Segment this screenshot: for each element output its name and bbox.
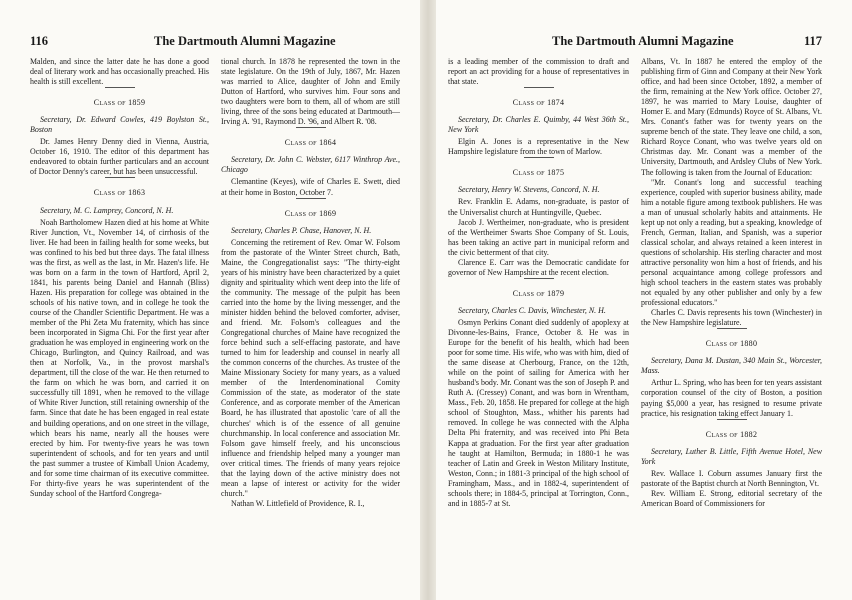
paragraph: tional church. In 1878 he represented the town in the state legislature. On the 19th of July, 1867, Mr. Hazen was married to Alice, daughter of John and Emily Dutton of Hartford, who survives him. Four sons and two daughters were born to them, all of whom are still living, three of the sons being educated at Dartmouth—Irving A. '91, Raymond D. '96, and Albert R. '08.	[221, 57, 400, 127]
paragraph: Albans, Vt. In 1887 he entered the employ of the publishing firm of Ginn and Company at their New York office, and had been since October, 1892, a member of the firm, remaining at the New York office. October 27, 1897, he was married to Mary Louise, daughter of Homer E. and Mary (Edmunds) Royce of St. Albans, Vt. Mrs. Conant's father was for twenty years on the supreme bench of the state. They leave one child, a son, Richard Royce Conant, who was twelve years old on Christmas day. Mr. Conant was a member of the University, Dartmouth, and Ardsley Clubs of New York. The following is taken from the Journal of Education:	[641, 57, 822, 177]
book-gutter	[420, 0, 436, 600]
paragraph: Malden, and since the latter date he has done a good deal of literary work and has occasionally preached. His health is still excellent.	[30, 57, 209, 87]
secretary-line: Secretary, Dana M. Dustan, 340 Main St., Worcester, Mass.	[641, 356, 822, 376]
secretary-line: Secretary, Dr. John C. Webster, 6117 Winthrop Ave., Chicago	[221, 155, 400, 175]
left-page	[0, 0, 420, 600]
secretary-line: Secretary, Luther B. Little, Fifth Avenue Hotel, New York	[641, 446, 822, 466]
running-head	[30, 34, 396, 50]
page-number: 117	[803, 34, 822, 48]
class-heading: Class of 1859	[93, 98, 146, 108]
running-title: The Dartmouth Alumni Magazine	[154, 34, 336, 48]
class-heading: Class of 1880	[705, 339, 758, 349]
paragraph: Clarence E. Carr was the Democratic candidate for governor of New Hampshire at the recent election.	[448, 257, 629, 277]
class-heading: Class of 1864	[284, 138, 337, 148]
paragraph: Elgin A. Jones is a representative in the New Hampshire legislature from the town of Marlow.	[448, 137, 629, 157]
secretary-line: Secretary, Charles P. Chase, Hanover, N. H.	[231, 225, 372, 235]
paragraph: Clemantine (Keyes), wife of Charles E. Swett, died at their home in Boston, October 7.	[221, 177, 400, 197]
running-title: The Dartmouth Alumni Magazine	[552, 34, 734, 48]
paragraph: Jacob J. Wertheimer, non-graduate, who is president of the Wertheimer Swarts Shoe Company of St. Louis, has been taking an active part in municipal reform and the civic betterment of that city.	[448, 217, 629, 257]
secretary-line: Secretary, Dr. Charles E. Quimby, 44 West 36th St., New York	[448, 115, 629, 135]
section-rule	[524, 87, 554, 88]
section-rule	[296, 127, 326, 128]
paragraph: Rev. Franklin E. Adams, non-graduate, is pastor of the Universalist church at Huntingville, Quebec.	[448, 197, 629, 217]
section-rule	[717, 328, 747, 329]
text-columns	[30, 57, 400, 600]
section-rule	[296, 198, 326, 199]
class-heading: Class of 1875	[512, 168, 565, 178]
column-left	[448, 57, 629, 600]
paragraph: Concerning the retirement of Rev. Omar W. Folsom from the pastorate of the Winter Street church, Bath, Maine, the Congregationalist says: "The thirty-eight years of his ministry have been characterized by a quiet dignity and spirituality which went deep into the life of the community. The message of the pulpit has been carried into the home by the living messenger, and the minister hidden behind the beloved comforter, adviser, and friend. Mr. Folsom's colleagues and the Congregational churches of Maine have recognized the force behind such a self-effacing pastorate, and have turned to him for leadership and counsel in nearly all the common concerns of the churches. As trustee of the Maine Missionary Society for many years, as a valued member of the Interdenominational Comity Commission of the state, as moderator of the state Conference, and as corporate member of the American Board, he has illustrated that apostolic 'care of all the churches' which is of the essence of all genuine churchmanship. In local conference and association Mr. Folsom gave himself freely, and his unconscious influence and friendship helped many a younger man over critical times. The friends of many years rejoice that the laying down of the active ministry does not mean a lapse of interest or activity for the wider church."	[221, 237, 400, 498]
class-heading: Class of 1863	[93, 188, 146, 198]
right-page	[436, 0, 852, 600]
text-columns	[448, 57, 822, 600]
secretary-line: Secretary, Dr. Edward Cowles, 419 Boylston St., Boston	[30, 115, 209, 135]
section-rule	[717, 419, 747, 420]
class-heading: Class of 1874	[512, 98, 565, 108]
class-heading: Class of 1869	[284, 208, 337, 218]
paragraph: Arthur L. Spring, who has been for ten years assistant corporation counsel of the city of Boston, a position paying $5,000 a year, has resigned to resume private practice, his resignation taking effect January 1.	[641, 378, 822, 418]
paragraph: Noah Bartholomew Hazen died at his home at White River Junction, Vt., November 14, of cirrhosis of the liver. He had been in failing health for some weeks, but was confined to his bed but three days. The fatal illness was the first, as well as the last, in Mr. Hazen's life. He was born on a farm in the town of Hartford, April 2, 1841, his parents being Daniel and Hannah (Bliss) Hazen. His preparation for college was obtained in the schools of his native town, and in college he took the course of the Chandler Scientific Department. He was a member of the Phi Zeta Mu fraternity, which has since been incorporated in Sigma Chi. For the first year after graduation he was employed in engineering work on the Chicago, Burlington, and Quincy Railroad, and was then at Norfolk, Va., in the provost marshal's department, till the close of the war. He then returned to the farm on which he was born, and carried it on successfully till 1891, when he removed to the village of White River Junction, still retaining ownership of the farm. Since that date he has been engaged in real estate and building operations, and on one street in the village, which bears his name, nearly all the houses were erected by him. For twenty-five years he was town superintendent of schools, and for ten years and until the past summer a trustee of Kimball Union Academy, and for some time chairman of its executive committee. For thirty-five years he was superintendent of the Sunday school of the Hartford Congrega-	[30, 217, 209, 498]
page-number: 116	[30, 34, 49, 48]
paragraph: Osmyn Perkins Conant died suddenly of apoplexy at Divonne-les-Bains, France, October 8. He was in Europe for the benefit of his health, which had been poor for some time. His wife, who was with him, died of the same disease at Cherbourg, France, on the 12th, while on the point of sailing for America with her husband's body. Mr. Conant was the son of Joseph P. and Ruth A. (Cressey) Conant, and was born in Wrentham, Mass., Feb. 20, 1858. He prepared for college at the high school of Stoughton, Mass., whither his parents had removed. In college he was connected with the Alpha Delta Phi fraternity, and was received into Phi Beta Kappa at graduation. For the first year after graduation he taught at Hamilton, Bermuda; in 1880-1 he was teacher of Latin and Greek in Weston Military Institute, Weston, Conn.; in 1881-3 principal of the high school of Framingham, Mass., and in 1882-4, superintendent of schools there; in 1884-5, principal at Torrington, Conn., and in 1885-7 at St.	[448, 317, 629, 508]
paragraph: Rev. William E. Strong, editorial secretary of the American Board of Commissioners for	[641, 488, 822, 508]
column-right	[641, 57, 822, 600]
column-left	[30, 57, 209, 600]
section-rule	[524, 278, 554, 279]
paragraph: Nathan W. Littlefield of Providence, R. I.,	[231, 498, 365, 508]
secretary-line: Secretary, M. C. Lamprey, Concord, N. H.	[40, 205, 174, 215]
paragraph: Charles C. Davis represents his town (Winchester) in the New Hampshire legislature.	[641, 308, 822, 328]
section-rule	[524, 157, 554, 158]
paragraph: Rev. Wallace I. Coburn assumes January first the pastorate of the Baptist church at North Bennington, Vt.	[641, 468, 822, 488]
running-head	[452, 34, 822, 50]
section-rule	[105, 177, 135, 178]
class-heading: Class of 1879	[512, 288, 565, 298]
paragraph: Dr. James Henry Denny died in Vienna, Austria, October 16, 1910. The editor of this department has endeavored to obtain further particulars and an account of Doctor Denny's career, but has been unsuccessful.	[30, 137, 209, 177]
paragraph: is a leading member of the commission to draft and report an act providing for a house of representatives in that state.	[448, 57, 629, 87]
section-rule	[105, 87, 135, 88]
secretary-line: Secretary, Charles C. Davis, Winchester, N. H.	[458, 305, 606, 315]
class-heading: Class of 1882	[705, 429, 758, 439]
secretary-line: Secretary, Henry W. Stevens, Concord, N. H.	[458, 185, 600, 195]
paragraph: "Mr. Conant's long and successful teaching experience, coupled with superior business ability, made him a notable figure among textbook publishers. He was a man of unusual scholarly habits and attainments. He kept up not only a reading, but a speaking, knowledge of French, German, Italian, and Spanish, was a superior classical scholar, and always retained a keen interest in questions of scholarship. His sterling character and most attractive personality won him a host of friends, and his personal acquaintance among college professors and high school teachers in the eastern states was probably not equaled by any other publisher and only by a few professional educators."	[641, 177, 822, 308]
column-right	[221, 57, 400, 600]
